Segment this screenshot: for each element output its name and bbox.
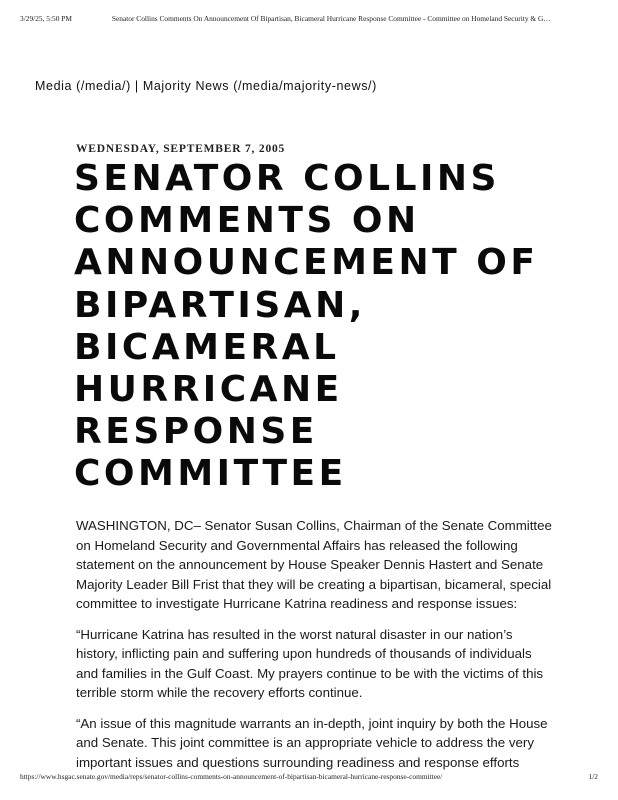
article-title: SENATOR COLLINS COMMENTS ON ANNOUNCEMENT OF BIPARTISAN, BICAMERAL HURRICANE RESPONSE COMMITTEE	[74, 158, 539, 495]
article-date: WEDNESDAY, SEPTEMBER 7, 2005	[76, 143, 286, 155]
breadcrumb-media-link[interactable]: Media (/media/)	[35, 79, 131, 93]
print-page-title: Senator Collins Comments On Announcement Of Bipartisan, Bicameral Hurricane Response Committee - Committee on Homeland Security & G…	[111, 14, 551, 23]
article-paragraph: “An issue of this magnitude warrants an in-depth, joint inquiry by both the House and Senate. This joint committee is an appropriate vehicle to address the very important issues and questions surrounding readiness and response efforts	[76, 715, 548, 770]
article-paragraph: WASHINGTON, DC– Senator Susan Collins, Chairman of the Senate Committee on Homeland Security and Governmental Affairs has released the following statement on the announcement by House Speaker Dennis Hastert and Senate Majority Leader Bill Frist that they will be creating a bipartisan, bicameral, special committee to investigate Hurricane Katrina readiness and response issues:	[76, 518, 552, 611]
breadcrumb-majority-news-link[interactable]: Majority News (/media/majority-news/)	[142, 79, 377, 93]
print-url: https://www.hsgac.senate.gov/media/reps/senator-collins-comments-on-announcement-of-bipartisan-bicameral-hurricane-response-committee/	[20, 772, 443, 781]
print-timestamp: 3/29/25, 5:50 PM	[20, 14, 72, 23]
breadcrumb-separator: |	[130, 79, 143, 93]
print-page-number: 1/2	[588, 772, 598, 781]
article-paragraph: “Hurricane Katrina has resulted in the worst natural disaster in our nation’s history, inflicting pain and suffering upon hundreds of thousands of individuals and families in the Gulf Coast. My prayers continue to be with the victims of this terrible storm while the recovery efforts continue.	[76, 626, 544, 700]
article-body	[76, 516, 556, 783]
breadcrumb	[35, 79, 377, 93]
print-header	[20, 14, 605, 23]
print-footer	[20, 772, 600, 781]
